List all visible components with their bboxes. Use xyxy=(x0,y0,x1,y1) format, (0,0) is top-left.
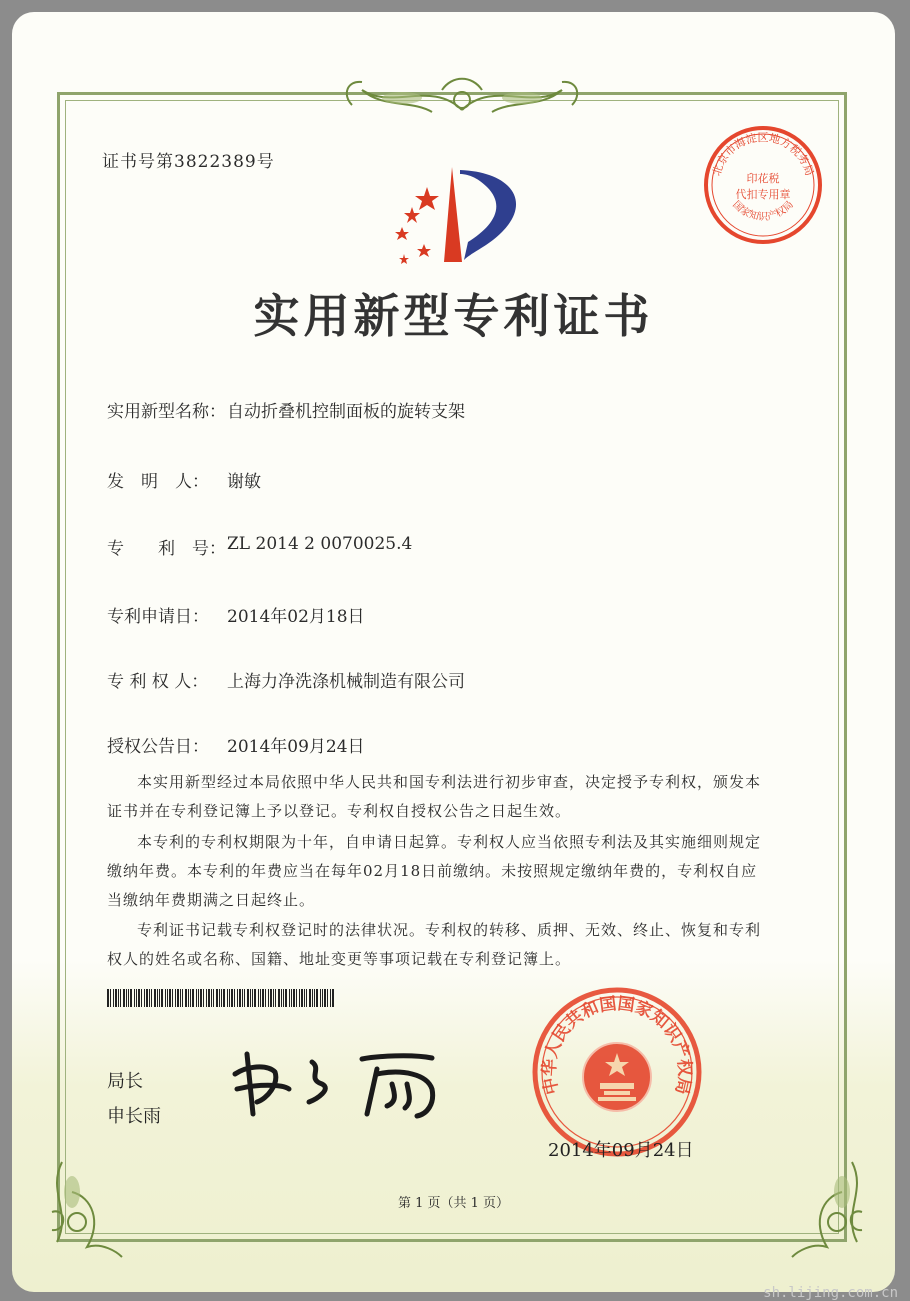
field-value: 谢敏 xyxy=(227,472,261,492)
field-value: 上海力净洗涤机械制造有限公司 xyxy=(227,672,465,692)
field-patent-number xyxy=(107,534,412,559)
top-ornament xyxy=(332,70,592,120)
field-value: 自动折叠机控制面板的旋转支架 xyxy=(227,402,465,422)
field-value: ZL 2014 2 0070025.4 xyxy=(227,534,413,554)
svg-text:北京市海淀区地方税务局 xyxy=(710,130,816,177)
certificate-paper xyxy=(12,12,895,1292)
field-utility-model-name xyxy=(107,397,465,422)
field-label: 专 利 号： xyxy=(107,539,226,559)
body-paragraph: 专利证书记载专利权登记时的法律状况。专利权的转移、质押、无效、终止、恢复和专利权人的姓名或名称、国籍、地址变更等事项记载在专利登记簿上。 xyxy=(107,921,762,968)
tax-seal-bottom-text: 国家知识产权局 xyxy=(730,199,796,223)
field-patentee xyxy=(107,667,465,692)
body-paragraph: 本专利的专利权期限为十年，自申请日起算。专利权人应当依照专利法及其实施细则规定缴纳年费。本专利的年费应当在每年02月18日前缴纳。未按照规定缴纳年费的，专利权自应当缴纳年费期满之日起终止。 xyxy=(107,833,762,909)
seal-date: 2014年09月24日 xyxy=(548,1140,694,1161)
tax-seal-center-line2: 代扣专用章 xyxy=(735,188,791,201)
field-label: 实用新型名称： xyxy=(107,402,226,422)
barcode xyxy=(107,989,335,1007)
patent-office-emblem xyxy=(382,162,532,272)
national-ip-office-seal xyxy=(532,987,702,1157)
field-label: 授权公告日： xyxy=(107,737,209,757)
field-label: 专 利 权 人： xyxy=(107,672,209,692)
watermark-text: sh.lijing.com.cn xyxy=(763,1285,898,1301)
seal-arc-text: 中华人民共和国国家知识产权局 xyxy=(539,993,695,1097)
director-name: 申长雨 xyxy=(107,1106,161,1127)
director-title: 局长 xyxy=(107,1071,143,1092)
page-title: 实用新型专利证书 xyxy=(253,289,654,343)
star-icons xyxy=(395,187,439,264)
field-value: 2014年02月18日 xyxy=(227,607,365,627)
field-inventor xyxy=(107,467,261,492)
field-label: 专利申请日： xyxy=(107,607,209,627)
field-label: 发 明 人： xyxy=(107,472,209,492)
director-signature xyxy=(227,1044,457,1124)
tax-seal-center-line1: 印花税 xyxy=(746,172,780,185)
field-value: 2014年09月24日 xyxy=(227,737,365,757)
tax-seal-arc-text: 北京市海淀区地方税务局 xyxy=(709,131,817,178)
svg-text:国家知识产权局 xyxy=(730,199,795,223)
tax-stamp-seal xyxy=(702,124,824,246)
page-footer: 第 1 页（共 1 页） xyxy=(397,1196,510,1211)
field-application-date xyxy=(107,602,365,627)
field-grant-date xyxy=(107,732,365,757)
national-emblem-icon xyxy=(583,1043,651,1111)
body-paragraph: 本实用新型经过本局依照中华人民共和国专利法进行初步审查，决定授予专利权，颁发本证书并在专利登记簿上予以登记。专利权自授权公告之日起生效。 xyxy=(107,773,762,820)
certificate-number: 证书号第3822389号 xyxy=(102,152,275,172)
